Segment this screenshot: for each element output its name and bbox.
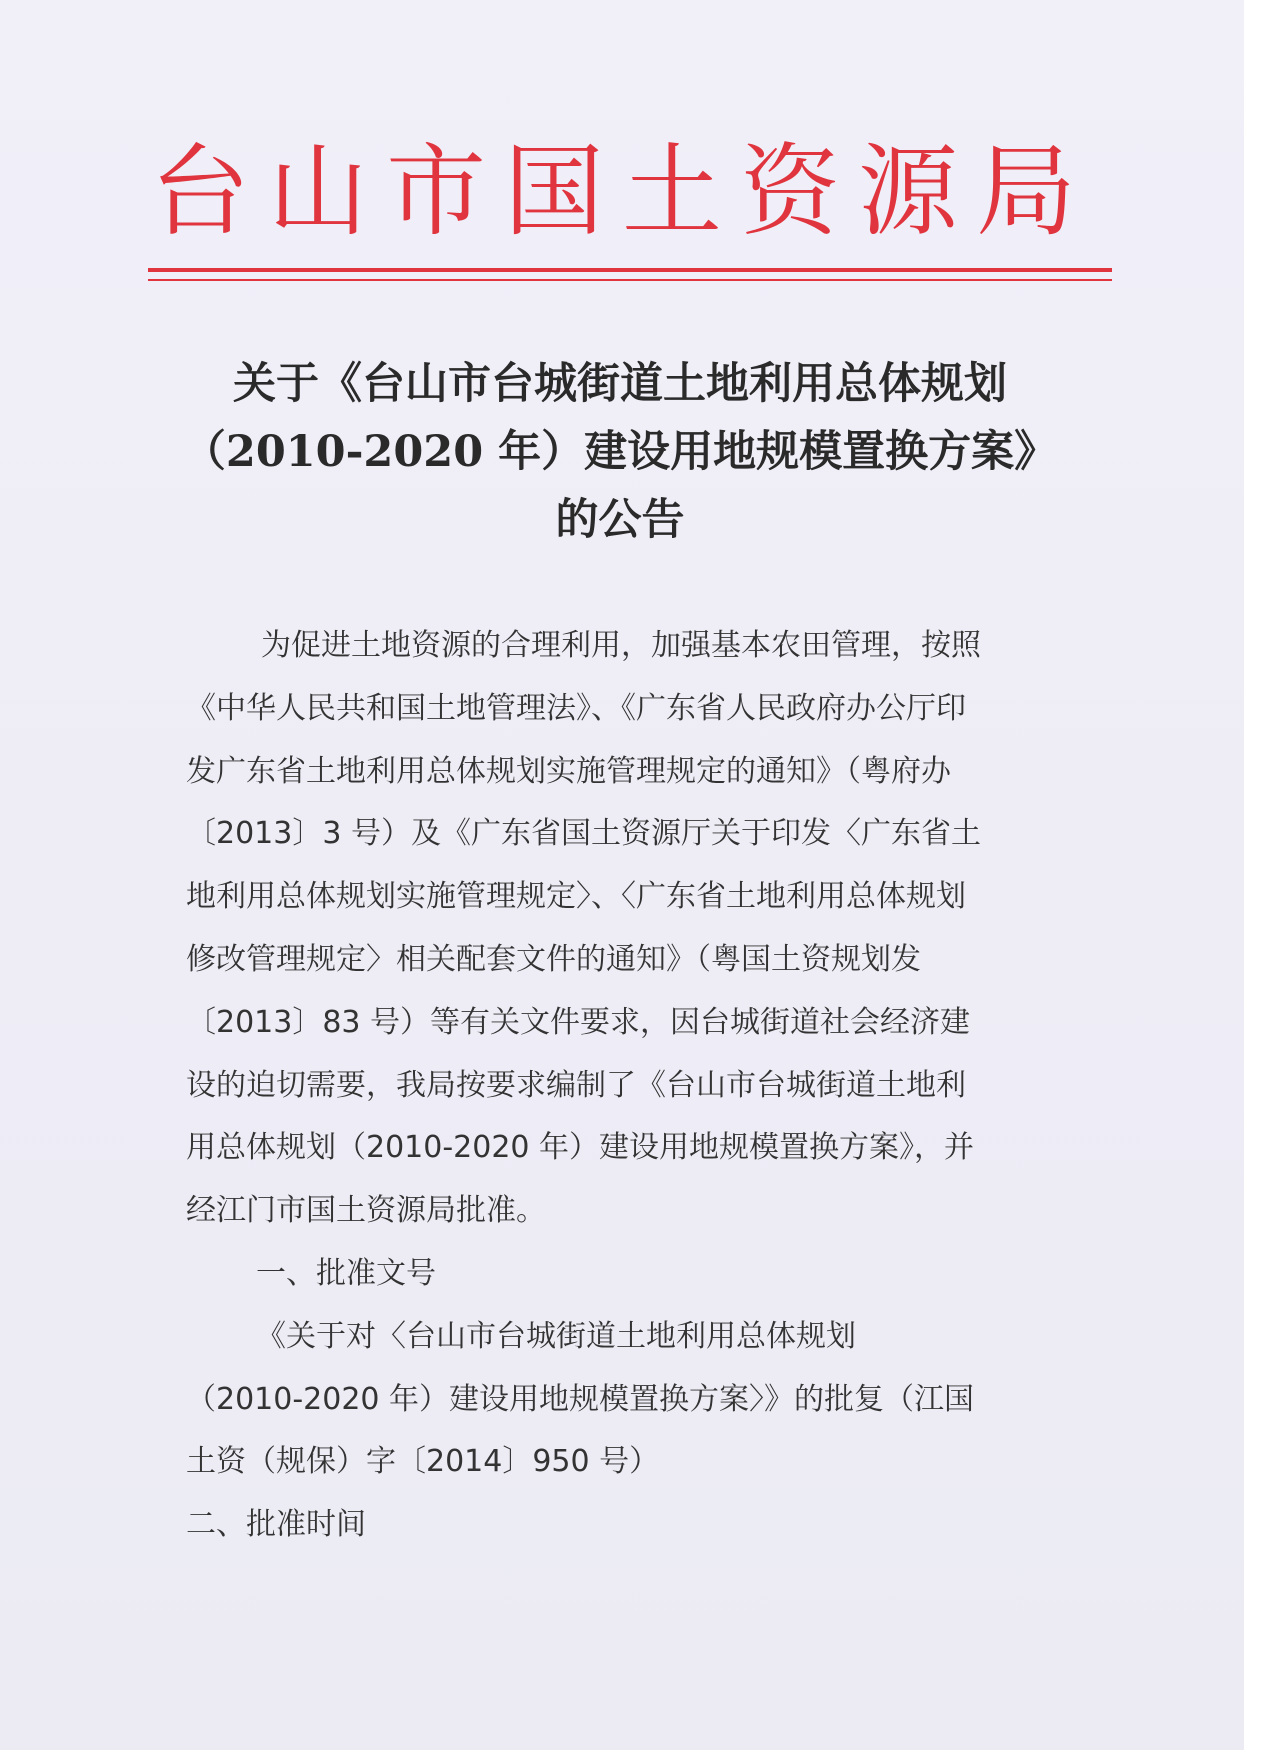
body-line: 修改管理规定〉相关配套文件的通知》（粤国土资规划发 xyxy=(186,941,921,977)
notice-body xyxy=(186,615,1046,1557)
body-line: 《关于对〈台山市台城街道土地利用总体规划 xyxy=(256,1318,856,1354)
body-line: 设的迫切需要，我局按要求编制了《台山市台城街道土地利 xyxy=(186,1067,966,1103)
body-line: 为促进土地资源的合理利用，加强基本农田管理，按照 xyxy=(261,628,981,663)
section-heading-approval-time: 二、批准时间 xyxy=(186,1507,366,1543)
title-line: 关于《台山市台城街道土地利用总体规划 xyxy=(233,359,1007,409)
agency-masthead: 台山市国土资源局 xyxy=(150,133,1094,250)
body-line: 土资（规保）字〔2014〕950 号） xyxy=(186,1444,660,1480)
body-line: （2010-2020 年）建设用地规模置换方案〉》的批复（江国 xyxy=(186,1381,975,1417)
section-heading-approval-number: 一、批准文号 xyxy=(256,1255,436,1291)
scan-margin xyxy=(1244,0,1275,1750)
body-line: 《中华人民共和国土地管理法》、《广东省人民政府办公厅印 xyxy=(186,690,966,726)
body-line: 发广东省土地利用总体规划实施管理规定的通知》（粤府办 xyxy=(186,753,951,789)
masthead-rule-thick xyxy=(148,268,1112,272)
body-line: 〔2013〕3 号）及《广东省国土资源厅关于印发〈广东省土 xyxy=(186,816,981,852)
title-line: 的公告 xyxy=(555,495,685,545)
notice-title xyxy=(150,350,1090,554)
masthead-rule-thin xyxy=(148,279,1112,281)
body-line: 用总体规划（2010-2020 年）建设用地规模置换方案》，并 xyxy=(186,1130,975,1166)
body-line: 经江门市国土资源局批准。 xyxy=(186,1193,546,1229)
body-line: 〔2013〕83 号）等有关文件要求，因台城街道社会经济建 xyxy=(186,1004,971,1040)
title-line: （2010-2020 年）建设用地规模置换方案》 xyxy=(182,427,1058,477)
body-line: 地利用总体规划实施管理规定〉、〈广东省土地利用总体规划 xyxy=(186,879,966,915)
